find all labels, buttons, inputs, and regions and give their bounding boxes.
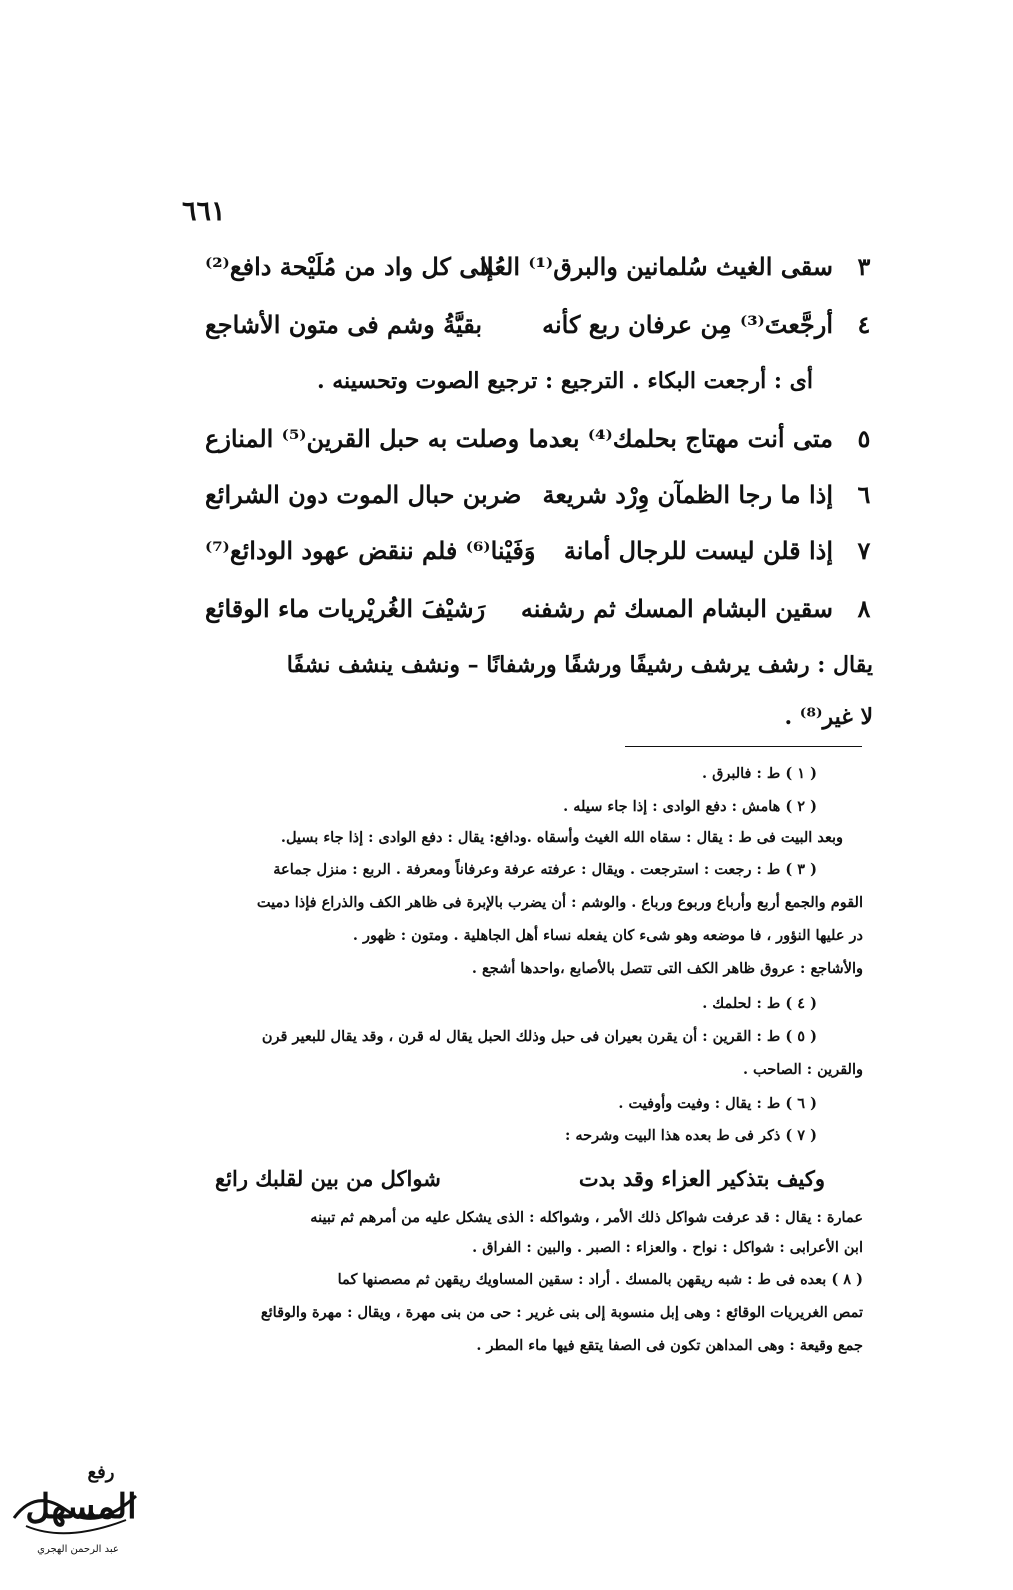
footnote-3-line3: در عليها النؤور ، فا موضعه وهو شىء كان يفعله نساء أهل الجاهلية . ومتون : ظهور . — [352, 927, 863, 944]
gloss-verse-8-line2: لا غير⁽⁸⁾ . — [784, 704, 873, 730]
footnote-2-continued: وبعد البيت فى ط : يقال : سقاه الله الغيث وأسقاه .ودافع: يقال : دفع الوادى : إذا جاء بسيل. — [280, 829, 843, 846]
verse-6 — [205, 480, 877, 524]
stamp-top-text: رفع — [87, 1462, 115, 1483]
verse-second-hemistich: وَفَيْنا⁽⁶⁾ فلم ننقض عهود الودائع⁽⁷⁾ — [205, 536, 536, 565]
verse-second-hemistich: ضربن حبال الموت دون الشرائع — [205, 480, 522, 509]
verse-5 — [205, 424, 877, 468]
footnote-divider — [625, 746, 862, 747]
verse-second-hemistich: وصلت به حبل القرين⁽⁵⁾ المنازع — [205, 424, 520, 453]
footnote-2: ( ٢ ) هامش : دفع الوادى : إذا جاء سيله . — [563, 798, 817, 815]
footnote-3-line2: القوم والجمع أربع وأرباع وربوع ورباع . والوشم : أن يضرب بالإبرة فى ظاهر الكف والذراع فإذا دميت — [256, 894, 863, 911]
footnote-8-line3: جمع وقيعة : وهى المداهن تكون فى الصفا يتقع فيها ماء المطر . — [476, 1337, 863, 1354]
verse-number: ٦ — [857, 480, 871, 509]
footnote-7-commentary-line2: ابن الأعرابى : شواكل : نواح . والعزاء : الصبر . والبين : الفراق . — [472, 1239, 863, 1256]
footnote-7-commentary-line1: عمارة : يقال : قد عرفت شواكل ذلك الأمر ، وشواكله : الذى يشكل عليه من أمرهم ثم تبينه — [310, 1209, 863, 1226]
verse-number: ٧ — [857, 536, 871, 565]
verse-number: ٨ — [857, 594, 871, 623]
verse-first-hemistich: أرجَّعتَ⁽³⁾ مِن عرفان ربع كأنه — [542, 310, 833, 339]
stamp-main-text: المسهل — [25, 1487, 137, 1527]
gloss-verse-4: أى : أرجعت البكاء . الترجيع : ترجيع الصوت وتحسينه . — [316, 368, 813, 394]
stamp-small-text: عبد الرحمن الهجري — [37, 1544, 119, 1555]
verse-first-hemistich: وكيف بتذكير العزاء وقد بدت — [578, 1166, 825, 1191]
verse-4 — [205, 310, 877, 354]
footnote-1: ( ١ ) ط : فالبرق . — [701, 765, 817, 782]
verse-second-hemistich: رَشيْفَ الغُريْريات ماء الوقائع — [205, 594, 486, 623]
footnote-7: ( ٧ ) ذكر فى ط بعده هذا البيت وشرحه : — [564, 1127, 817, 1144]
footnote-5-line2: والقرين : الصاحب . — [742, 1061, 863, 1078]
verse-first-hemistich: إذا قلن ليست للرجال أمانة — [563, 536, 833, 565]
verse-8 — [205, 594, 877, 638]
verse-7 — [205, 536, 877, 580]
gloss-verse-8-line1: يقال : رشف يرشف رشيفًا ورشفًا ورشفانًا – ونشف ينشف نشفًا — [286, 652, 873, 678]
footnote-3: ( ٣ ) ط : رجعت : استرجعت . ويقال : عرفته عرفة وعرفاناً ومعرفة . الربع : منزل جماعة — [273, 861, 817, 878]
page-number: ٦٦١ — [182, 196, 226, 227]
verse-number: ٣ — [857, 252, 871, 281]
footnote-7-verse — [215, 1166, 825, 1200]
footnote-4: ( ٤ ) ط : لحلمك . — [702, 995, 817, 1012]
verse-first-hemistich: سقى الغيث سُلمانين والبرق⁽¹⁾ العُلا — [480, 252, 833, 281]
verse-first-hemistich: سقين البشام المسك ثم رشفنه — [520, 594, 833, 623]
verse-first-hemistich: إذا ما رجا الظمآن وِرْد شريعة — [542, 480, 833, 509]
verse-number: ٥ — [857, 424, 871, 453]
verse-3 — [205, 252, 877, 296]
verse-number: ٤ — [857, 310, 871, 339]
footnote-8: ( ٨ ) بعده فى ط : شبه ريقهن بالمسك . أراد : سقين المساويك ريقهن ثم مصصنها كما — [337, 1271, 863, 1288]
verse-second-hemistich: شواكل من بين لقلبك رائع — [215, 1166, 441, 1191]
verse-first-hemistich: متى أنت مهتاج بحلمك⁽⁴⁾ بعدما — [528, 424, 833, 453]
footnote-3-line4: والأشاجع : عروق ظاهر الكف التى تتصل بالأصابع ،واحدها أشجع . — [471, 960, 863, 977]
library-stamp-logo — [6, 1448, 156, 1558]
verse-second-hemistich: بقيَّةُ وشم فى متون الأشاجع — [205, 310, 483, 339]
verse-second-hemistich: إلى كل واد من مُلَيْحة دافع⁽²⁾ — [205, 252, 494, 281]
footnote-8-line2: تمص الغريريات الوقائع : وهى إبل منسوبة إلى بنى غرير : حى من بنى مهرة ، ويقال : مهرة والوقائع — [260, 1304, 863, 1321]
footnote-5: ( ٥ ) ط : القرين : أن يقرن بعيران فى حبل وذلك الحبل يقال له قرن ، وقد يقال للبعير قرن — [261, 1028, 817, 1045]
footnote-6: ( ٦ ) ط : يقال : وفيت وأوفيت . — [618, 1095, 817, 1112]
